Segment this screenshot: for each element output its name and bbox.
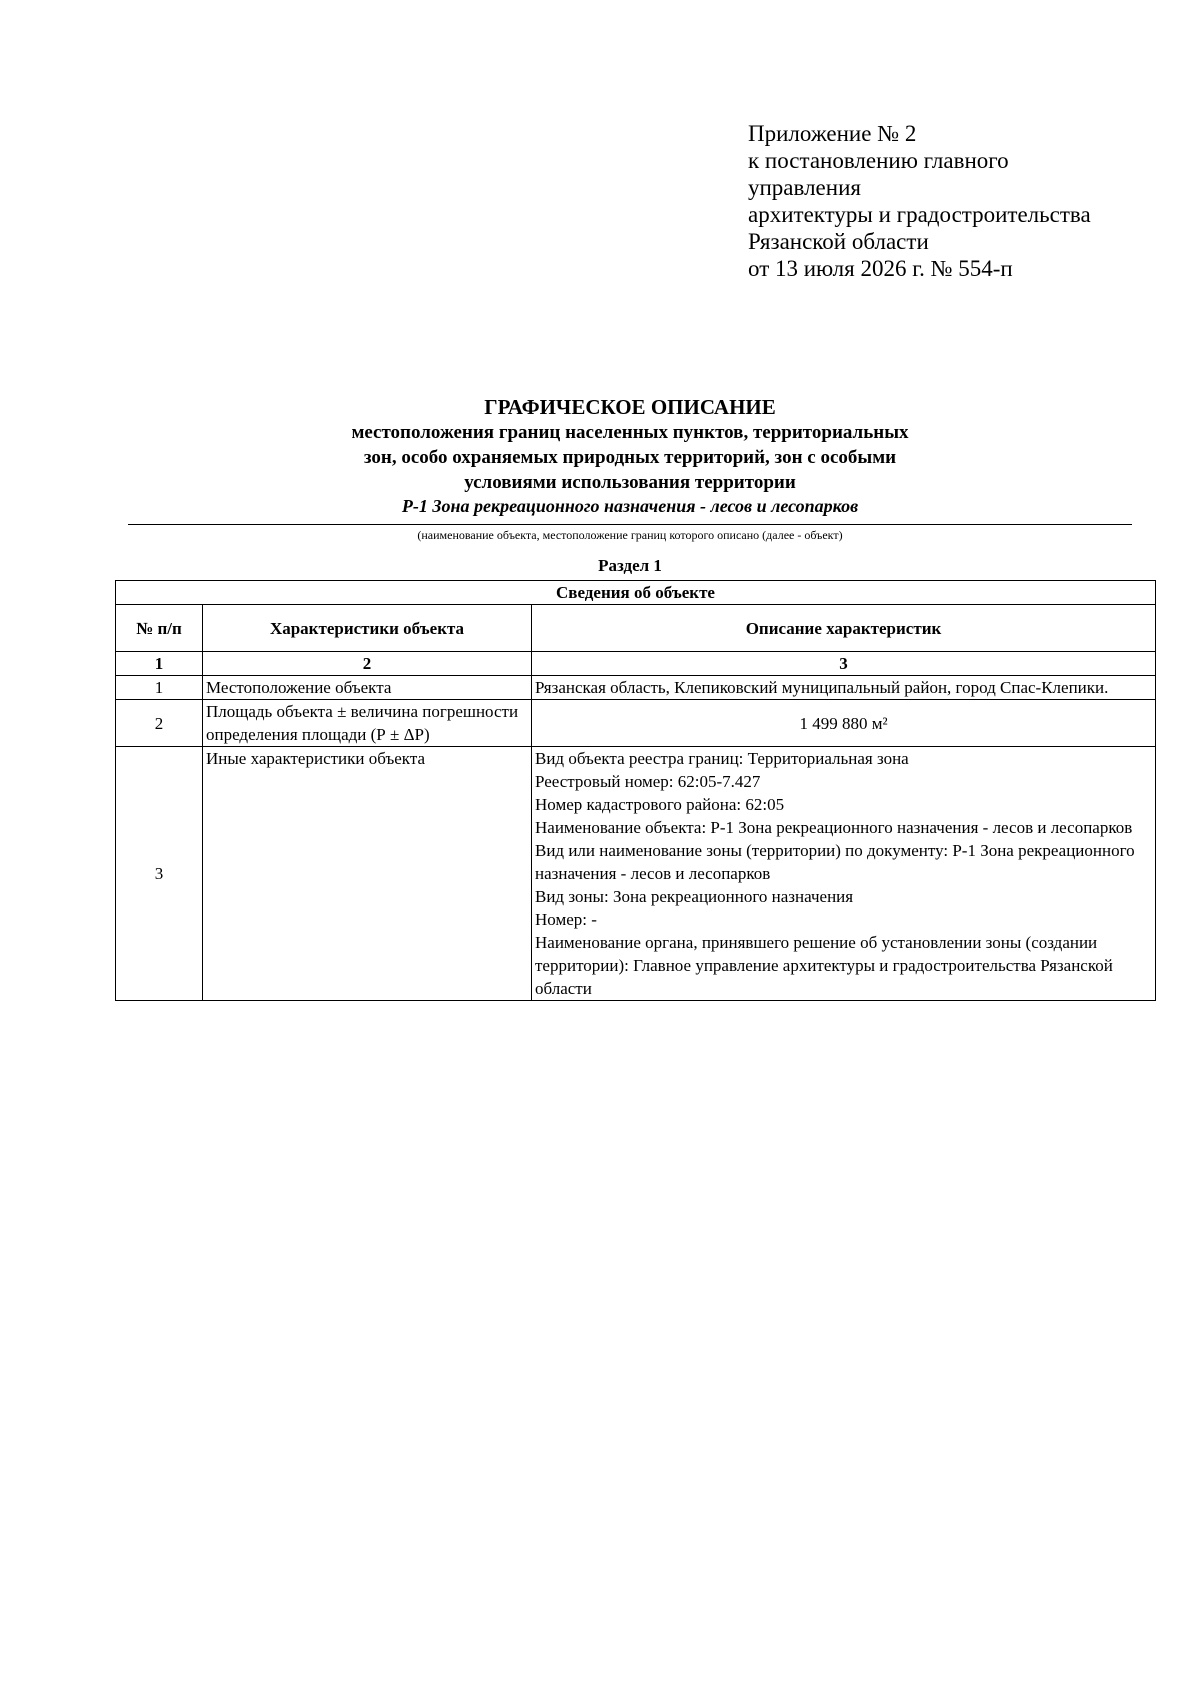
description-line: Реестровый номер: 62:05-7.427 — [535, 772, 761, 791]
table-row — [116, 747, 1156, 1001]
appendix-line: Рязанской области — [748, 229, 929, 254]
description-line: Наименование органа, принявшего решение об установлении зоны (создании территории): Главное управление архитектуры и градостроительства Рязанской области — [535, 933, 1113, 998]
column-number: 2 — [203, 652, 532, 676]
area-value: 1 499 880 м² — [799, 713, 888, 733]
description-line: Вид объекта реестра границ: Территориальная зона — [535, 749, 909, 768]
description-line: Наименование объекта: Р-1 Зона рекреационного назначения - лесов и лесопарков — [535, 818, 1133, 837]
document-title-block — [128, 395, 1132, 517]
document-subtitle-line: зон, особо охраняемых природных территорий, зон с особыми — [363, 447, 897, 468]
object-name: Р-1 Зона рекреационного назначения - лесов и лесопарков — [401, 496, 859, 516]
row-num: 3 — [116, 747, 203, 1001]
description-line: Рязанская область, Клепиковский муниципальный район, город Спас-Клепики. — [535, 678, 1109, 697]
header-description: Описание характеристик — [532, 605, 1156, 652]
appendix-block — [748, 120, 1091, 282]
object-name-caption: (наименование объекта, местоположение границ которого описано (далее - объект) — [417, 528, 843, 542]
document-subtitle-line: местоположения границ населенных пунктов, территориальных — [351, 422, 909, 443]
document-title: ГРАФИЧЕСКОЕ ОПИСАНИЕ — [484, 395, 776, 419]
row-num: 1 — [116, 676, 203, 700]
appendix-line: от 13 июля 2026 г. № 554-п — [748, 256, 1013, 281]
description-line: Вид или наименование зоны (территории) по документу: Р-1 Зона рекреационного назначения - лесов и лесопарков — [535, 841, 1135, 883]
row-description — [532, 747, 1156, 1001]
appendix-line: управления — [748, 175, 861, 200]
table-row — [116, 700, 1156, 747]
row-characteristic: Площадь объекта ± величина погрешности определения площади (Р ± ΔР) — [203, 700, 532, 747]
row-characteristic: Местоположение объекта — [203, 676, 532, 700]
table-title: Сведения об объекте — [116, 581, 1156, 605]
object-name-underline — [128, 524, 1132, 525]
description-line: Вид зоны: Зона рекреационного назначения — [535, 887, 854, 906]
row-description — [532, 700, 1156, 747]
column-number: 1 — [116, 652, 203, 676]
column-number: 3 — [532, 652, 1156, 676]
row-description — [532, 676, 1156, 700]
appendix-line: архитектуры и градостроительства — [748, 202, 1091, 227]
table-row — [116, 676, 1156, 700]
header-characteristic: Характеристики объекта — [203, 605, 532, 652]
appendix-line: Приложение № 2 — [748, 121, 917, 146]
row-characteristic: Иные характеристики объекта — [203, 747, 532, 1001]
header-num: № п/п — [116, 605, 203, 652]
description-line: Номер: - — [535, 910, 597, 929]
description-line: Номер кадастрового района: 62:05 — [535, 795, 785, 814]
document-subtitle-line: условиями использования территории — [464, 472, 796, 493]
appendix-line: к постановлению главного — [748, 148, 1009, 173]
section-label: Раздел 1 — [598, 556, 662, 575]
object-info-table — [115, 580, 1156, 1001]
row-num: 2 — [116, 700, 203, 747]
